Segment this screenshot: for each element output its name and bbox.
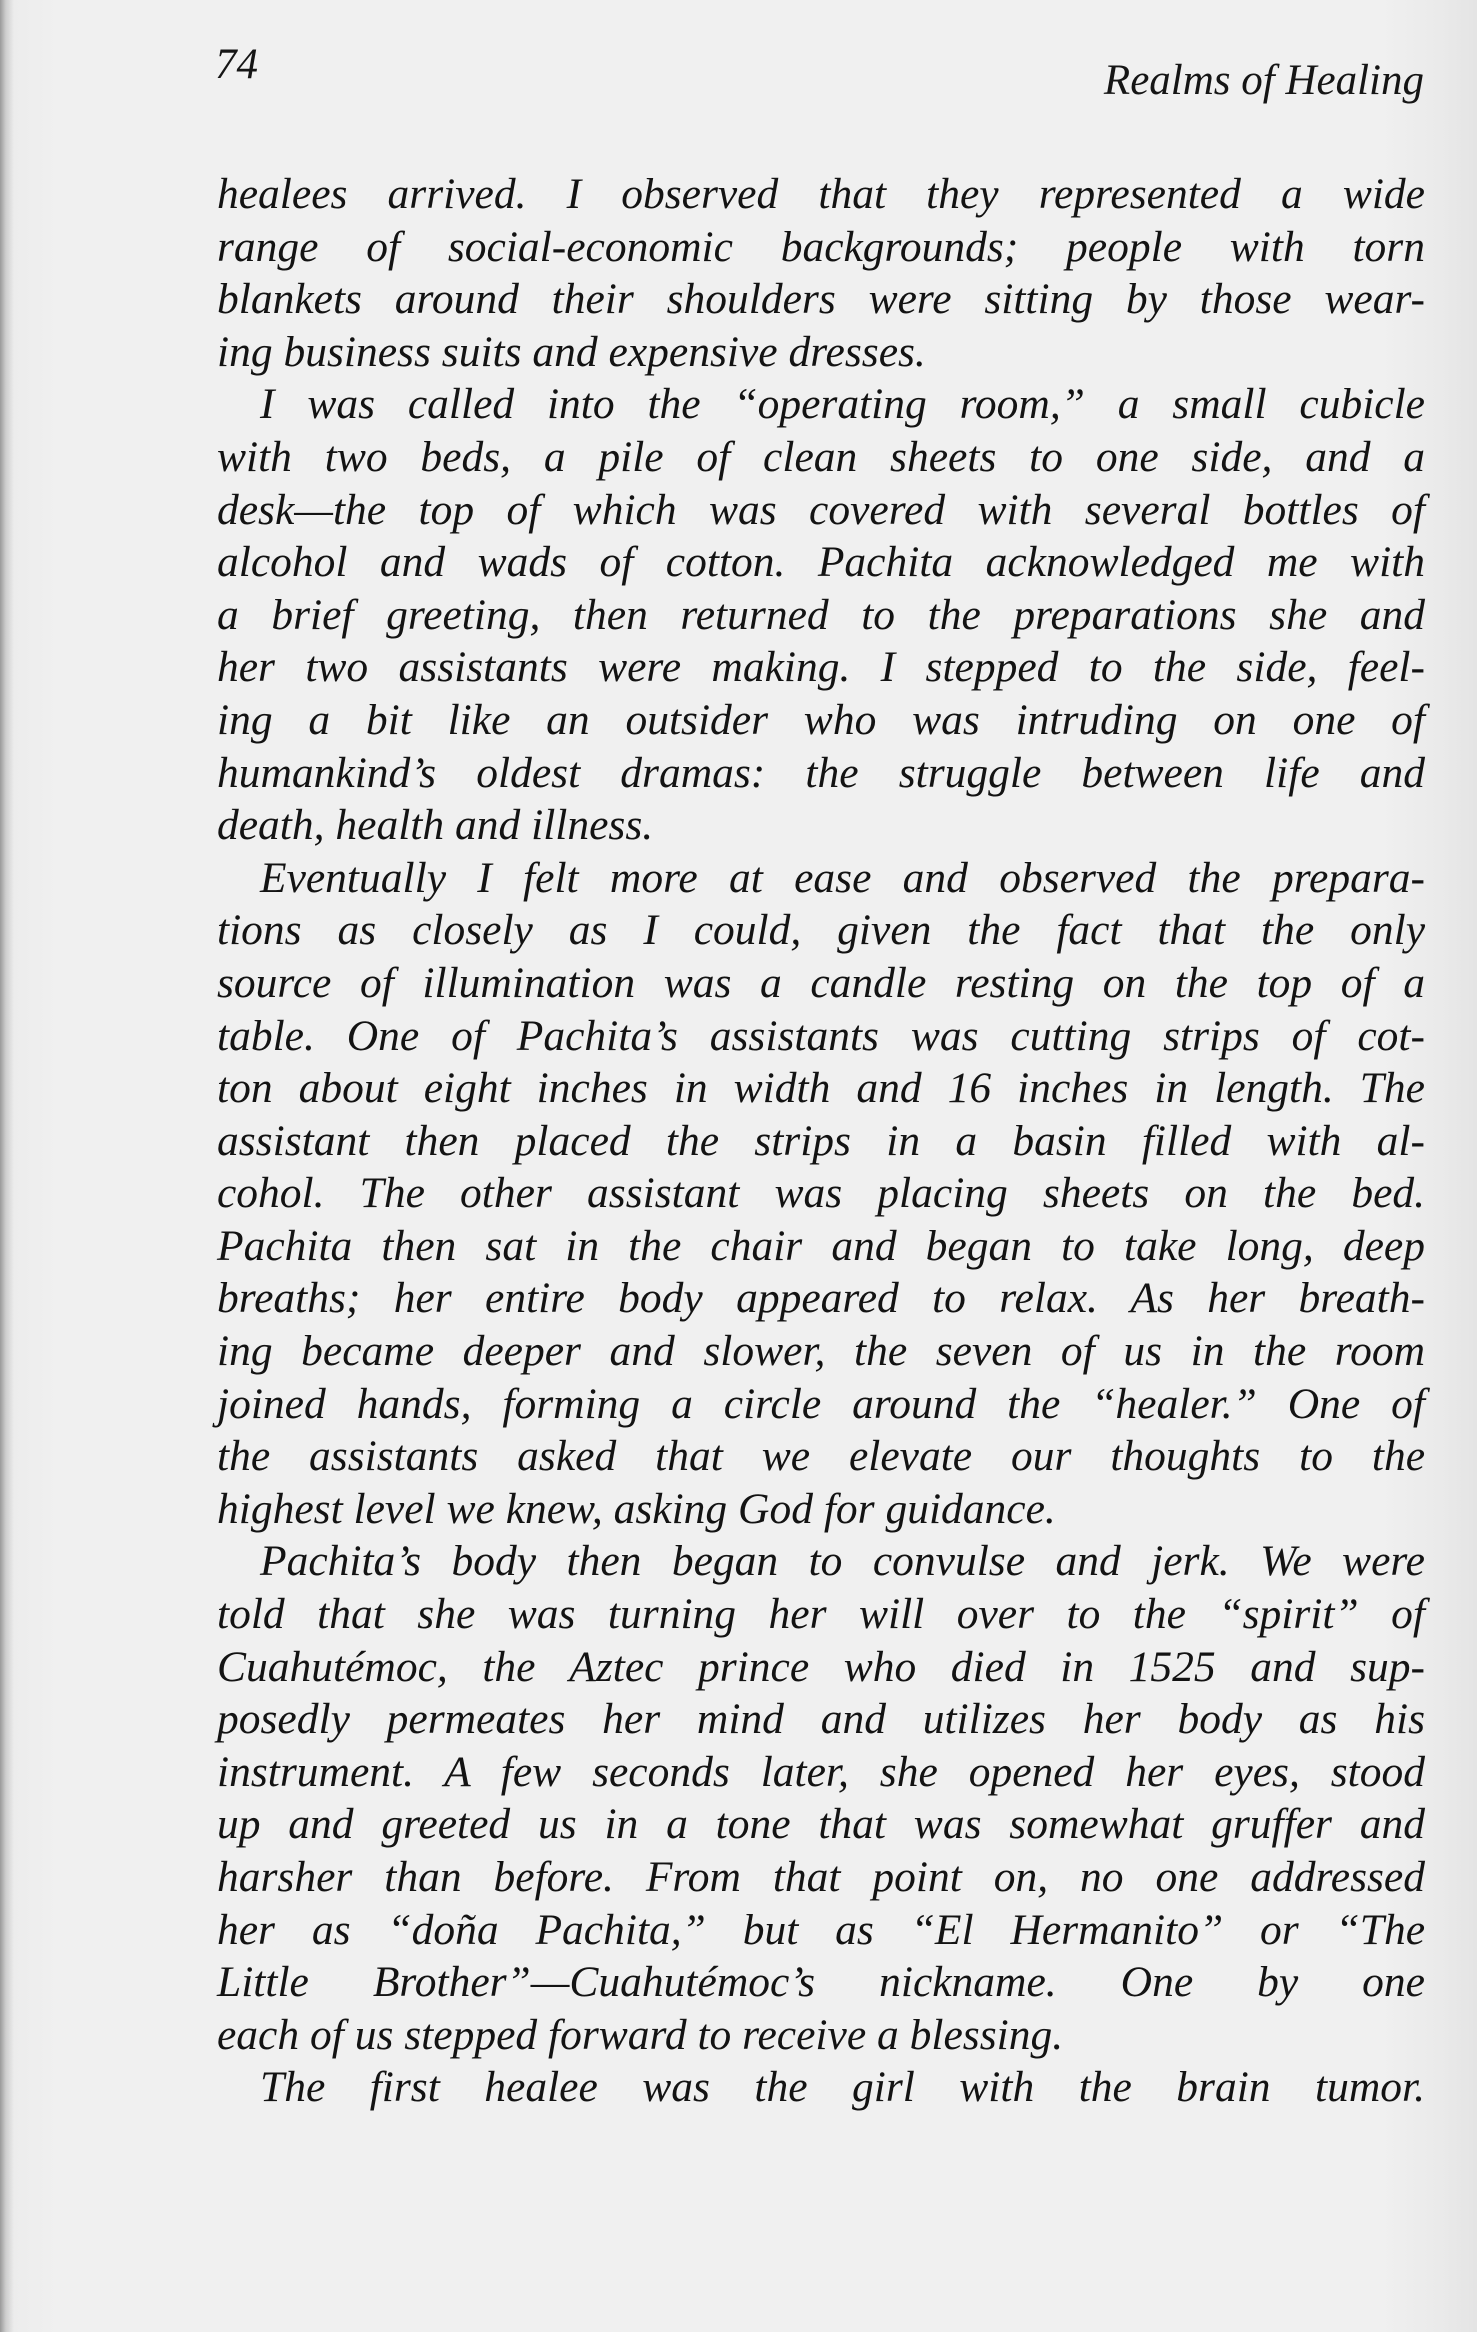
text-line: Pachita’s body then began to convulse and jerk. We were bbox=[260, 1537, 1425, 1586]
text-line: up and greeted us in a tone that was somewhat gruffer and bbox=[217, 1800, 1425, 1849]
text-line: assistant then placed the strips in a basin filled with al- bbox=[217, 1116, 1425, 1165]
text-line: source of illumination was a candle resting on the top of a bbox=[217, 958, 1425, 1007]
text-line: I was called into the “operating room,” a small cubicle bbox=[260, 380, 1425, 429]
text-line: told that she was turning her will over to the “spirit” of bbox=[217, 1590, 1425, 1639]
page-number: 74 bbox=[215, 41, 258, 88]
text-line: highest level we knew, asking God for guidance. bbox=[217, 1484, 1056, 1533]
text-line: with two beds, a pile of clean sheets to one side, and a bbox=[217, 432, 1425, 481]
text-line: death, health and illness. bbox=[217, 801, 654, 850]
text-line: the assistants asked that we elevate our thoughts to the bbox=[217, 1432, 1425, 1481]
text-line: breaths; her entire body appeared to relax. As her breath- bbox=[217, 1274, 1425, 1323]
text-line: healees arrived. I observed that they represented a wide bbox=[217, 170, 1425, 218]
text-line: range of social-economic backgrounds; people with torn bbox=[217, 222, 1425, 271]
text-line: Eventually I felt more at ease and observed the prepara- bbox=[260, 853, 1425, 902]
text-line: Little Brother”—Cuahutémoc’s nickname. One by one bbox=[217, 1958, 1425, 2007]
spine-shadow bbox=[0, 0, 14, 2332]
text-line: a brief greeting, then returned to the preparations she and bbox=[217, 590, 1425, 639]
text-line: tions as closely as I could, given the fact that the only bbox=[217, 906, 1425, 955]
text-line: blankets around their shoulders were sitting by those wear- bbox=[217, 275, 1425, 324]
text-line: Pachita then sat in the chair and began to take long, deep bbox=[217, 1221, 1425, 1270]
text-line: joined hands, forming a circle around the “healer.” One of bbox=[217, 1379, 1425, 1428]
text-line: each of us stepped forward to receive a blessing. bbox=[217, 2010, 1064, 2059]
text-line: harsher than before. From that point on, no one addressed bbox=[217, 1853, 1425, 1901]
text-line: ing a bit like an outsider who was intruding on one of bbox=[217, 695, 1425, 744]
text-line: The first healee was the girl with the brain tumor. bbox=[260, 2063, 1425, 2112]
text-line: her two assistants were making. I stepped to the side, feel- bbox=[217, 643, 1425, 692]
text-line: ton about eight inches in width and 16 inches in length. The bbox=[217, 1064, 1425, 1113]
text-line: Cuahutémoc, the Aztec prince who died in 1525 and sup- bbox=[217, 1642, 1425, 1691]
text-line: humankind’s oldest dramas: the struggle between life and bbox=[217, 748, 1425, 797]
text-line: her as “doña Pachita,” but as “El Hermanito” or “The bbox=[217, 1905, 1425, 1954]
text-line: ing business suits and expensive dresses. bbox=[217, 327, 926, 376]
text-line: table. One of Pachita’s assistants was cutting strips of cot- bbox=[217, 1011, 1425, 1060]
text-line: ing became deeper and slower, the seven of us in the room bbox=[217, 1327, 1425, 1376]
text-line: instrument. A few seconds later, she opened her eyes, stood bbox=[217, 1747, 1425, 1796]
text-line: cohol. The other assistant was placing sheets on the bed. bbox=[217, 1169, 1425, 1218]
text-line: alcohol and wads of cotton. Pachita acknowledged me with bbox=[217, 538, 1425, 587]
running-head bbox=[0, 0, 1477, 160]
text-line: desk—the top of which was covered with several bottles of bbox=[217, 485, 1425, 534]
body-text bbox=[217, 168, 1425, 2114]
text-line: posedly permeates her mind and utilizes her body as his bbox=[217, 1695, 1425, 1744]
running-title: Realms of Healing bbox=[1103, 57, 1424, 104]
